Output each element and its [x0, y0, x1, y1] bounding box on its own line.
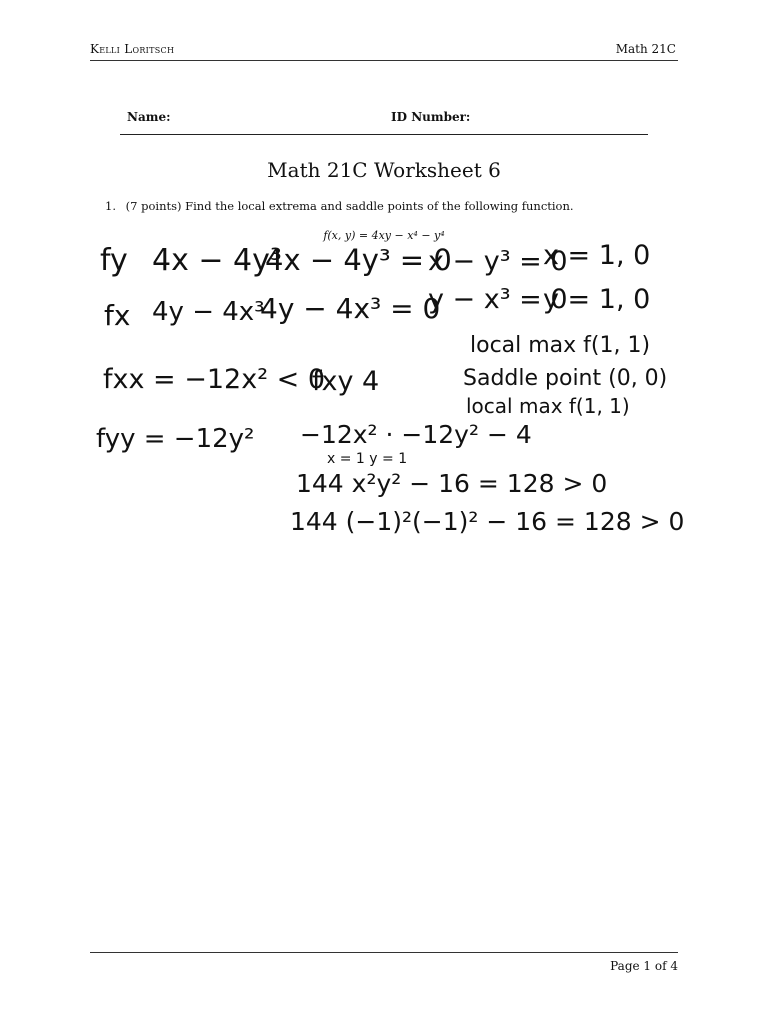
- problem-number: 1.: [105, 199, 116, 213]
- footer-divider: [90, 952, 678, 953]
- page-number: Page 1 of 4: [610, 959, 678, 973]
- hw-x-y-cubed: x − y³ = 0: [428, 246, 568, 277]
- hw-local-max-1: local max f(1, 1): [470, 333, 651, 358]
- hw-fxx: fxx = −12x² < 0: [103, 364, 325, 395]
- problem-text: (7 points) Find the local extrema and saddle points of the following function.: [125, 199, 574, 213]
- handwriting-determinant: [290, 420, 684, 536]
- hw-fxy: fxy 4: [312, 366, 380, 397]
- hw-x-solution: x = 1, 0: [543, 240, 651, 271]
- hw-fx-expression: 4y − 4x³: [152, 297, 265, 327]
- hw-substitution-note: x = 1 y = 1: [327, 451, 408, 467]
- hw-determinant-value: 144 x²y² − 16 = 128 > 0: [296, 469, 608, 498]
- hw-determinant-check: 144 (−1)²(−1)² − 16 = 128 > 0: [290, 507, 685, 536]
- hw-y-x-cubed: y − x³ = 0: [428, 284, 568, 315]
- name-label: Name:: [127, 110, 171, 124]
- handwriting-notes: [463, 333, 667, 418]
- worksheet-title: Math 21C Worksheet 6: [267, 158, 501, 182]
- hw-saddle-point: Saddle point (0, 0): [463, 366, 668, 391]
- handwriting-row-1: [100, 240, 650, 278]
- hw-fx-label: fx: [104, 299, 131, 332]
- hw-fy-equation: 4x − 4y³ = 0: [265, 243, 452, 277]
- hw-fy-label: fy: [100, 243, 128, 278]
- header-author: Kelli Loritsch: [90, 42, 175, 56]
- hw-fy-expression: 4x − 4y³: [152, 243, 282, 278]
- problem-formula: f(x, y) = 4xy − x⁴ − y⁴: [323, 229, 445, 242]
- header-course: Math 21C: [615, 42, 676, 56]
- hw-fyy: fyy = −12y²: [96, 424, 255, 454]
- hw-local-max-2: local max f(1, 1): [466, 394, 630, 418]
- hw-fx-equation: 4y − 4x³ = 0: [260, 292, 441, 325]
- hw-determinant: −12x² · −12y² − 4: [300, 420, 532, 449]
- id-number-label: ID Number:: [391, 110, 471, 124]
- hw-y-solution: y = 1, 0: [543, 284, 651, 315]
- handwriting-row-2: [104, 284, 650, 332]
